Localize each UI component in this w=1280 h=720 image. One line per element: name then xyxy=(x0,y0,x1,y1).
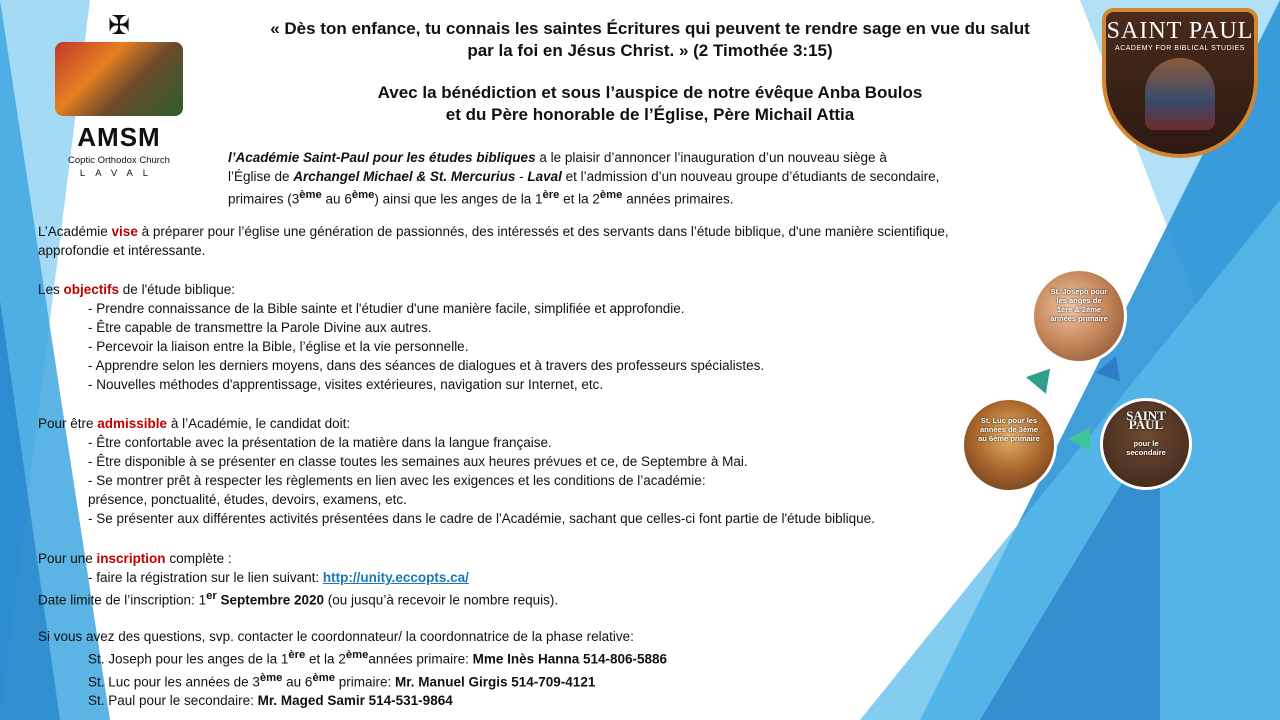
bible-quote xyxy=(200,18,1100,62)
contact-text: primaire: xyxy=(334,674,395,689)
contact-text: et la 2 xyxy=(305,651,346,667)
admissible-keyword: admissible xyxy=(97,416,168,431)
amsm-name: AMSM xyxy=(77,122,161,152)
registration-link[interactable]: http://unity.eccopts.ca/ xyxy=(322,570,469,585)
inscription-keyword: inscription xyxy=(96,551,166,566)
list-item: - Se montrer prêt à respecter les règlements en lien avec les exigences et les conditions de l’académie: xyxy=(88,473,706,488)
cycle-title: SAINT PAUL xyxy=(1126,408,1166,432)
announce-text: l’Église de xyxy=(228,169,294,184)
cycle-label: St. Joseph pour les anges de 1ère & 2ème années primaire xyxy=(1050,287,1108,323)
saint-paul-figure-icon xyxy=(1145,58,1215,130)
list-item: - Prendre connaissance de la Bible sainte et l'étudier d'une manière facile, simplifiée et approfondie. xyxy=(88,301,685,316)
announce-line-2 xyxy=(228,167,1108,186)
blessing xyxy=(200,82,1100,126)
heading-text: Les xyxy=(38,282,64,297)
blessing-line-1: Avec la bénédiction et sous l’auspice de notre évêque Anba Boulos xyxy=(377,83,923,102)
list-item: - Se présenter aux différentes activités présentées dans le cadre de l'Académie, sachant que celles-ci font partie de l'étude biblique. xyxy=(88,511,875,526)
announce-text: et l’admission d’un nouveau groupe d’étudiants de secondaire, xyxy=(561,169,940,184)
arrow-down-icon xyxy=(1096,356,1130,390)
contact-joseph xyxy=(38,646,938,669)
announce-text: - xyxy=(515,169,528,184)
vise-line-1 xyxy=(38,222,1198,241)
vise-text: L’Académie xyxy=(38,224,112,239)
announce-text: primaires (3 xyxy=(228,191,300,207)
amsm-logo xyxy=(44,12,194,190)
announce-text: ) ainsi que les anges de la 1 xyxy=(374,191,543,207)
amsm-subtitle: Coptic Orthodox Church xyxy=(68,155,170,166)
arrow-up-icon xyxy=(1026,360,1060,394)
list-item: - Être confortable avec la présentation de la matière dans la langue française. xyxy=(88,435,552,450)
announce-line-3 xyxy=(228,186,1108,209)
quote-line-2: par la foi en Jésus Christ. » (2 Timothée 3:15) xyxy=(467,41,833,60)
cycle-label: pour le secondaire xyxy=(1126,439,1166,457)
deadline-text: (ou jusqu’à recevoir le nombre requis). xyxy=(324,592,559,608)
vise-section xyxy=(38,222,1198,260)
blessing-line-2: et du Père honorable de l’Église, Père Michail Attia xyxy=(445,105,855,124)
contact-text: années primaire: xyxy=(368,651,473,667)
contact-text: St. Paul pour le secondaire: xyxy=(88,693,258,708)
announce-text: et la 2 xyxy=(559,191,600,207)
contact-name-phone: Mr. Maged Samir 514-531-9864 xyxy=(257,693,453,708)
inscription-section xyxy=(38,549,938,610)
contact-luc xyxy=(38,669,938,692)
vise-line-2: approfondie et intéressante. xyxy=(38,243,206,258)
announce-text: années primaires. xyxy=(622,191,734,207)
cycle-joseph xyxy=(1031,268,1127,364)
heading-text: à l’Académie, le candidat doit: xyxy=(167,416,351,431)
city-name: Laval xyxy=(527,169,562,184)
inscription-heading xyxy=(38,549,938,568)
sp-logo-title: SAINT PAUL xyxy=(1106,18,1254,44)
contacts-intro: Si vous avez des questions, svp. contacter le coordonnateur/ la coordonnatrice de la phase relative: xyxy=(38,629,634,644)
deadline-line xyxy=(38,587,938,610)
objectifs-keyword: objectifs xyxy=(63,282,120,297)
superscript: ème xyxy=(312,671,335,684)
superscript: ème xyxy=(259,671,283,684)
contact-paul xyxy=(38,691,938,710)
superscript: ème xyxy=(345,649,369,661)
sp-logo-subtitle: ACADEMY FOR BIBLICAL STUDIES xyxy=(1115,45,1245,52)
amsm-city: LAVAL xyxy=(79,168,159,179)
contact-name-phone: Mr. Manuel Girgis 514-709-4121 xyxy=(394,674,596,689)
registration-text: - faire la régistration sur le lien suivant: xyxy=(88,570,323,585)
contacts-section xyxy=(38,627,938,710)
academy-name: l’Académie Saint-Paul pour les études bibliques xyxy=(228,150,536,165)
announcement xyxy=(228,148,1108,209)
quote-line-1: « Dès ton enfance, tu connais les saintes Écritures qui peuvent te rendre sage en vue du salut xyxy=(270,19,1030,38)
arrow-left-icon xyxy=(1068,427,1090,451)
objectifs-section xyxy=(38,280,1018,394)
superscript: ème xyxy=(351,189,375,201)
heading-text: Pour être xyxy=(38,416,98,431)
cycle-paul xyxy=(1100,398,1192,490)
saint-paul-logo xyxy=(1102,8,1258,158)
cycle-luc xyxy=(961,397,1057,493)
registration-line xyxy=(38,568,938,587)
church-name: Archangel Michael & St. Mercurius xyxy=(293,169,516,184)
contact-text: St. Luc pour les années de 3 xyxy=(88,674,260,689)
announce-text: a le plaisir d’annoncer l’inauguration d’un nouveau siège à xyxy=(535,150,887,165)
superscript: ème xyxy=(299,189,322,201)
list-item: - Être capable de transmettre la Parole Divine aux autres. xyxy=(88,320,432,335)
cycle-label: St. Luc pour les années de 3ème au 6ème primaire xyxy=(978,416,1040,443)
heading-text: de l'étude biblique: xyxy=(119,282,235,297)
heading-text: complète : xyxy=(165,551,232,566)
list-item: - Apprendre selon les derniers moyens, dans des séances de dialogues et à travers des professeurs spécialistes. xyxy=(88,358,765,373)
superscript: ème xyxy=(599,189,623,201)
announce-line-1 xyxy=(228,148,1108,167)
list-item: - Être disponible à se présenter en classe toutes les semaines aux heures prévues et ce, de Septembre à Mai. xyxy=(88,454,748,469)
announce-text: au 6 xyxy=(321,191,352,207)
list-item: - Nouvelles méthodes d'apprentissage, visites extérieures, navigation sur Internet, etc. xyxy=(88,377,604,392)
vise-keyword: vise xyxy=(111,224,138,239)
vise-text: à préparer pour l’église une génération de passionnés, des intéressés et des servants dans l’étude biblique, d'une manière scientifique, xyxy=(137,224,949,239)
contact-text: St. Joseph pour les anges de la 1 xyxy=(88,651,289,667)
deadline-date: Septembre 2020 xyxy=(216,592,325,608)
coptic-cross-icon: ✠ xyxy=(108,10,130,40)
objectifs-heading xyxy=(38,280,1018,299)
superscript: er xyxy=(206,590,217,602)
saints-icon xyxy=(55,42,183,116)
contact-text: au 6 xyxy=(282,674,313,689)
list-item: présence, ponctualité, études, devoirs, examens, etc. xyxy=(88,492,407,507)
contact-name-phone: Mme Inès Hanna 514-806-5886 xyxy=(472,651,668,667)
deadline-text: Date limite de l’inscription: 1 xyxy=(38,592,207,608)
list-item: - Percevoir la liaison entre la Bible, l’église et la vie personnelle. xyxy=(88,339,469,354)
superscript: ère xyxy=(542,189,560,201)
shield-icon xyxy=(1102,8,1258,158)
superscript: ère xyxy=(288,649,306,661)
heading-text: Pour une xyxy=(38,551,97,566)
